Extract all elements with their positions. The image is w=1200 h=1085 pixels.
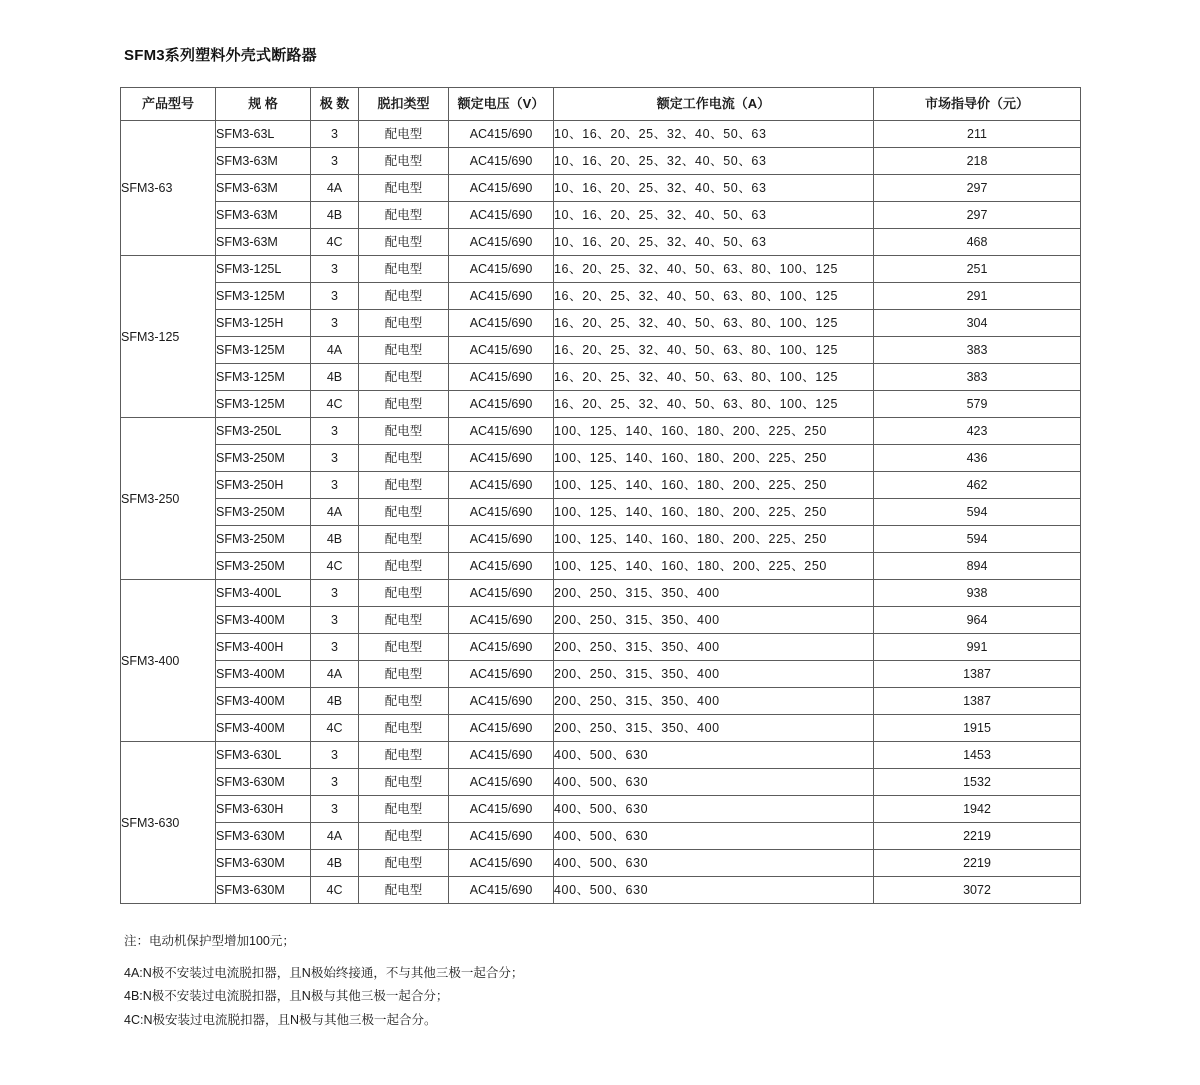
cell-price: 1387 — [874, 688, 1081, 715]
cell-current: 10、16、20、25、32、40、50、63 — [554, 148, 874, 175]
cell-poles: 4C — [311, 391, 359, 418]
cell-poles: 4A — [311, 499, 359, 526]
table-row — [121, 850, 1081, 877]
cell-poles: 4A — [311, 823, 359, 850]
cell-voltage: AC415/690 — [449, 769, 554, 796]
cell-trip-type: 配电型 — [359, 283, 449, 310]
cell-voltage: AC415/690 — [449, 121, 554, 148]
cell-poles: 4B — [311, 364, 359, 391]
cell-price: 468 — [874, 229, 1081, 256]
table-row — [121, 661, 1081, 688]
cell-spec: SFM3-250M — [216, 445, 311, 472]
cell-current: 400、500、630 — [554, 796, 874, 823]
cell-spec: SFM3-63L — [216, 121, 311, 148]
cell-poles: 4C — [311, 229, 359, 256]
cell-trip-type: 配电型 — [359, 526, 449, 553]
cell-price: 964 — [874, 607, 1081, 634]
table-row — [121, 715, 1081, 742]
column-header-trip-type: 脱扣类型 — [359, 88, 449, 121]
cell-current: 400、500、630 — [554, 850, 874, 877]
cell-trip-type: 配电型 — [359, 256, 449, 283]
column-header-price: 市场指导价（元） — [874, 88, 1081, 121]
cell-price: 1532 — [874, 769, 1081, 796]
cell-poles: 3 — [311, 472, 359, 499]
table-row — [121, 445, 1081, 472]
cell-current: 10、16、20、25、32、40、50、63 — [554, 229, 874, 256]
cell-current: 100、125、140、160、180、200、225、250 — [554, 499, 874, 526]
cell-current: 200、250、315、350、400 — [554, 715, 874, 742]
cell-current: 100、125、140、160、180、200、225、250 — [554, 526, 874, 553]
cell-spec: SFM3-63M — [216, 148, 311, 175]
cell-price: 304 — [874, 310, 1081, 337]
cell-current: 16、20、25、32、40、50、63、80、100、125 — [554, 364, 874, 391]
cell-spec: SFM3-400M — [216, 661, 311, 688]
cell-price: 251 — [874, 256, 1081, 283]
cell-price: 2219 — [874, 850, 1081, 877]
column-header-model: 产品型号 — [121, 88, 216, 121]
note-line-4c: 4C:N极安装过电流脱扣器，且N极与其他三极一起合分。 — [124, 1012, 437, 1027]
page-title: SFM3系列塑料外壳式断路器 — [124, 47, 317, 64]
cell-poles: 4B — [311, 850, 359, 877]
cell-current: 16、20、25、32、40、50、63、80、100、125 — [554, 256, 874, 283]
cell-voltage: AC415/690 — [449, 256, 554, 283]
cell-price: 436 — [874, 445, 1081, 472]
cell-price: 1942 — [874, 796, 1081, 823]
cell-poles: 3 — [311, 148, 359, 175]
cell-poles: 4B — [311, 526, 359, 553]
note-line-4a: 4A:N极不安装过电流脱扣器，且N极始终接通，不与其他三极一起合分； — [124, 965, 524, 980]
cell-spec: SFM3-125M — [216, 364, 311, 391]
table-row — [121, 148, 1081, 175]
cell-trip-type: 配电型 — [359, 121, 449, 148]
cell-trip-type: 配电型 — [359, 148, 449, 175]
note-head: 注：电动机保护型增加100元； — [124, 934, 295, 948]
cell-current: 400、500、630 — [554, 823, 874, 850]
cell-voltage: AC415/690 — [449, 607, 554, 634]
cell-trip-type: 配电型 — [359, 877, 449, 904]
cell-trip-type: 配电型 — [359, 607, 449, 634]
table-header — [121, 88, 1081, 121]
table-row — [121, 229, 1081, 256]
cell-product-model: SFM3-250 — [121, 418, 216, 580]
table-row — [121, 499, 1081, 526]
cell-voltage: AC415/690 — [449, 418, 554, 445]
table-row — [121, 877, 1081, 904]
cell-price: 991 — [874, 634, 1081, 661]
cell-price: 383 — [874, 337, 1081, 364]
table-row — [121, 256, 1081, 283]
cell-current: 200、250、315、350、400 — [554, 607, 874, 634]
cell-voltage: AC415/690 — [449, 715, 554, 742]
cell-current: 10、16、20、25、32、40、50、63 — [554, 175, 874, 202]
cell-poles: 4B — [311, 688, 359, 715]
table-row — [121, 175, 1081, 202]
cell-price: 383 — [874, 364, 1081, 391]
table-row — [121, 688, 1081, 715]
table-row — [121, 796, 1081, 823]
cell-price: 423 — [874, 418, 1081, 445]
cell-spec: SFM3-63M — [216, 229, 311, 256]
cell-poles: 3 — [311, 121, 359, 148]
cell-trip-type: 配电型 — [359, 499, 449, 526]
cell-voltage: AC415/690 — [449, 445, 554, 472]
cell-trip-type: 配电型 — [359, 796, 449, 823]
cell-voltage: AC415/690 — [449, 634, 554, 661]
cell-current: 400、500、630 — [554, 877, 874, 904]
cell-trip-type: 配电型 — [359, 229, 449, 256]
cell-price: 894 — [874, 553, 1081, 580]
table-row — [121, 742, 1081, 769]
cell-trip-type: 配电型 — [359, 337, 449, 364]
cell-current: 16、20、25、32、40、50、63、80、100、125 — [554, 310, 874, 337]
cell-trip-type: 配电型 — [359, 445, 449, 472]
cell-current: 100、125、140、160、180、200、225、250 — [554, 472, 874, 499]
cell-trip-type: 配电型 — [359, 715, 449, 742]
cell-voltage: AC415/690 — [449, 823, 554, 850]
cell-poles: 3 — [311, 418, 359, 445]
cell-current: 200、250、315、350、400 — [554, 688, 874, 715]
cell-current: 100、125、140、160、180、200、225、250 — [554, 418, 874, 445]
cell-current: 16、20、25、32、40、50、63、80、100、125 — [554, 337, 874, 364]
table-header-row — [121, 88, 1081, 121]
cell-trip-type: 配电型 — [359, 553, 449, 580]
cell-current: 200、250、315、350、400 — [554, 661, 874, 688]
cell-voltage: AC415/690 — [449, 526, 554, 553]
table-row — [121, 337, 1081, 364]
cell-current: 100、125、140、160、180、200、225、250 — [554, 553, 874, 580]
cell-voltage: AC415/690 — [449, 850, 554, 877]
cell-price: 218 — [874, 148, 1081, 175]
cell-voltage: AC415/690 — [449, 877, 554, 904]
cell-trip-type: 配电型 — [359, 175, 449, 202]
cell-spec: SFM3-125L — [216, 256, 311, 283]
cell-current: 100、125、140、160、180、200、225、250 — [554, 445, 874, 472]
cell-current: 10、16、20、25、32、40、50、63 — [554, 121, 874, 148]
table-row — [121, 121, 1081, 148]
table-row — [121, 283, 1081, 310]
cell-poles: 3 — [311, 445, 359, 472]
cell-poles: 4B — [311, 202, 359, 229]
cell-voltage: AC415/690 — [449, 472, 554, 499]
column-header-poles: 极 数 — [311, 88, 359, 121]
cell-spec: SFM3-400M — [216, 688, 311, 715]
cell-voltage: AC415/690 — [449, 553, 554, 580]
table-row — [121, 607, 1081, 634]
table-row — [121, 472, 1081, 499]
cell-spec: SFM3-630M — [216, 850, 311, 877]
cell-poles: 3 — [311, 283, 359, 310]
table-row — [121, 391, 1081, 418]
table-row — [121, 553, 1081, 580]
cell-trip-type: 配电型 — [359, 661, 449, 688]
cell-price: 1387 — [874, 661, 1081, 688]
cell-poles: 3 — [311, 580, 359, 607]
cell-price: 3072 — [874, 877, 1081, 904]
cell-trip-type: 配电型 — [359, 391, 449, 418]
cell-current: 200、250、315、350、400 — [554, 634, 874, 661]
cell-price: 211 — [874, 121, 1081, 148]
cell-product-model: SFM3-63 — [121, 121, 216, 256]
cell-spec: SFM3-250H — [216, 472, 311, 499]
cell-voltage: AC415/690 — [449, 337, 554, 364]
cell-voltage: AC415/690 — [449, 229, 554, 256]
cell-price: 297 — [874, 202, 1081, 229]
cell-voltage: AC415/690 — [449, 688, 554, 715]
table-row — [121, 580, 1081, 607]
cell-current: 400、500、630 — [554, 742, 874, 769]
cell-spec: SFM3-125M — [216, 283, 311, 310]
cell-poles: 3 — [311, 256, 359, 283]
cell-price: 291 — [874, 283, 1081, 310]
cell-poles: 4A — [311, 337, 359, 364]
column-header-voltage: 额定电压（V） — [449, 88, 554, 121]
cell-price: 579 — [874, 391, 1081, 418]
cell-spec: SFM3-125H — [216, 310, 311, 337]
cell-trip-type: 配电型 — [359, 823, 449, 850]
cell-spec: SFM3-630H — [216, 796, 311, 823]
cell-current: 10、16、20、25、32、40、50、63 — [554, 202, 874, 229]
cell-spec: SFM3-630M — [216, 769, 311, 796]
cell-voltage: AC415/690 — [449, 661, 554, 688]
cell-trip-type: 配电型 — [359, 418, 449, 445]
cell-price: 594 — [874, 526, 1081, 553]
cell-trip-type: 配电型 — [359, 310, 449, 337]
cell-price: 594 — [874, 499, 1081, 526]
cell-current: 16、20、25、32、40、50、63、80、100、125 — [554, 283, 874, 310]
cell-voltage: AC415/690 — [449, 796, 554, 823]
cell-price: 938 — [874, 580, 1081, 607]
column-header-spec: 规 格 — [216, 88, 311, 121]
cell-voltage: AC415/690 — [449, 499, 554, 526]
cell-spec: SFM3-125M — [216, 391, 311, 418]
cell-spec: SFM3-400L — [216, 580, 311, 607]
cell-voltage: AC415/690 — [449, 310, 554, 337]
table-row — [121, 526, 1081, 553]
cell-spec: SFM3-63M — [216, 175, 311, 202]
cell-poles: 3 — [311, 742, 359, 769]
column-header-current: 额定工作电流（A） — [554, 88, 874, 121]
cell-voltage: AC415/690 — [449, 175, 554, 202]
cell-spec: SFM3-63M — [216, 202, 311, 229]
cell-poles: 3 — [311, 607, 359, 634]
cell-product-model: SFM3-630 — [121, 742, 216, 904]
table-body — [121, 121, 1081, 904]
cell-trip-type: 配电型 — [359, 742, 449, 769]
cell-poles: 3 — [311, 796, 359, 823]
cell-trip-type: 配电型 — [359, 580, 449, 607]
cell-trip-type: 配电型 — [359, 688, 449, 715]
cell-voltage: AC415/690 — [449, 202, 554, 229]
product-spec-table — [120, 87, 1081, 904]
cell-trip-type: 配电型 — [359, 202, 449, 229]
cell-voltage: AC415/690 — [449, 742, 554, 769]
cell-product-model: SFM3-125 — [121, 256, 216, 418]
cell-trip-type: 配电型 — [359, 769, 449, 796]
cell-price: 2219 — [874, 823, 1081, 850]
cell-voltage: AC415/690 — [449, 580, 554, 607]
cell-voltage: AC415/690 — [449, 391, 554, 418]
cell-trip-type: 配电型 — [359, 472, 449, 499]
cell-trip-type: 配电型 — [359, 850, 449, 877]
cell-spec: SFM3-400M — [216, 715, 311, 742]
cell-poles: 4A — [311, 661, 359, 688]
cell-trip-type: 配电型 — [359, 364, 449, 391]
cell-poles: 3 — [311, 634, 359, 661]
cell-poles: 4C — [311, 877, 359, 904]
table-row — [121, 418, 1081, 445]
notes-section — [120, 934, 1080, 1029]
cell-spec: SFM3-630M — [216, 823, 311, 850]
table-row — [121, 823, 1081, 850]
cell-trip-type: 配电型 — [359, 634, 449, 661]
cell-spec: SFM3-250M — [216, 499, 311, 526]
cell-poles: 3 — [311, 769, 359, 796]
cell-current: 16、20、25、32、40、50、63、80、100、125 — [554, 391, 874, 418]
cell-product-model: SFM3-400 — [121, 580, 216, 742]
table-row — [121, 202, 1081, 229]
cell-poles: 4A — [311, 175, 359, 202]
table-row — [121, 364, 1081, 391]
cell-current: 400、500、630 — [554, 769, 874, 796]
cell-poles: 3 — [311, 310, 359, 337]
cell-current: 200、250、315、350、400 — [554, 580, 874, 607]
cell-spec: SFM3-400M — [216, 607, 311, 634]
cell-voltage: AC415/690 — [449, 283, 554, 310]
table-row — [121, 634, 1081, 661]
table-row — [121, 769, 1081, 796]
cell-spec: SFM3-250L — [216, 418, 311, 445]
cell-price: 1915 — [874, 715, 1081, 742]
cell-poles: 4C — [311, 715, 359, 742]
cell-voltage: AC415/690 — [449, 364, 554, 391]
cell-voltage: AC415/690 — [449, 148, 554, 175]
cell-spec: SFM3-630L — [216, 742, 311, 769]
note-line-4b: 4B:N极不安装过电流脱扣器，且N极与其他三极一起合分； — [124, 989, 449, 1004]
cell-poles: 4C — [311, 553, 359, 580]
table-row — [121, 310, 1081, 337]
cell-price: 1453 — [874, 742, 1081, 769]
cell-spec: SFM3-250M — [216, 553, 311, 580]
cell-spec: SFM3-400H — [216, 634, 311, 661]
cell-spec: SFM3-250M — [216, 526, 311, 553]
cell-price: 462 — [874, 472, 1081, 499]
cell-spec: SFM3-125M — [216, 337, 311, 364]
cell-price: 297 — [874, 175, 1081, 202]
cell-spec: SFM3-630M — [216, 877, 311, 904]
